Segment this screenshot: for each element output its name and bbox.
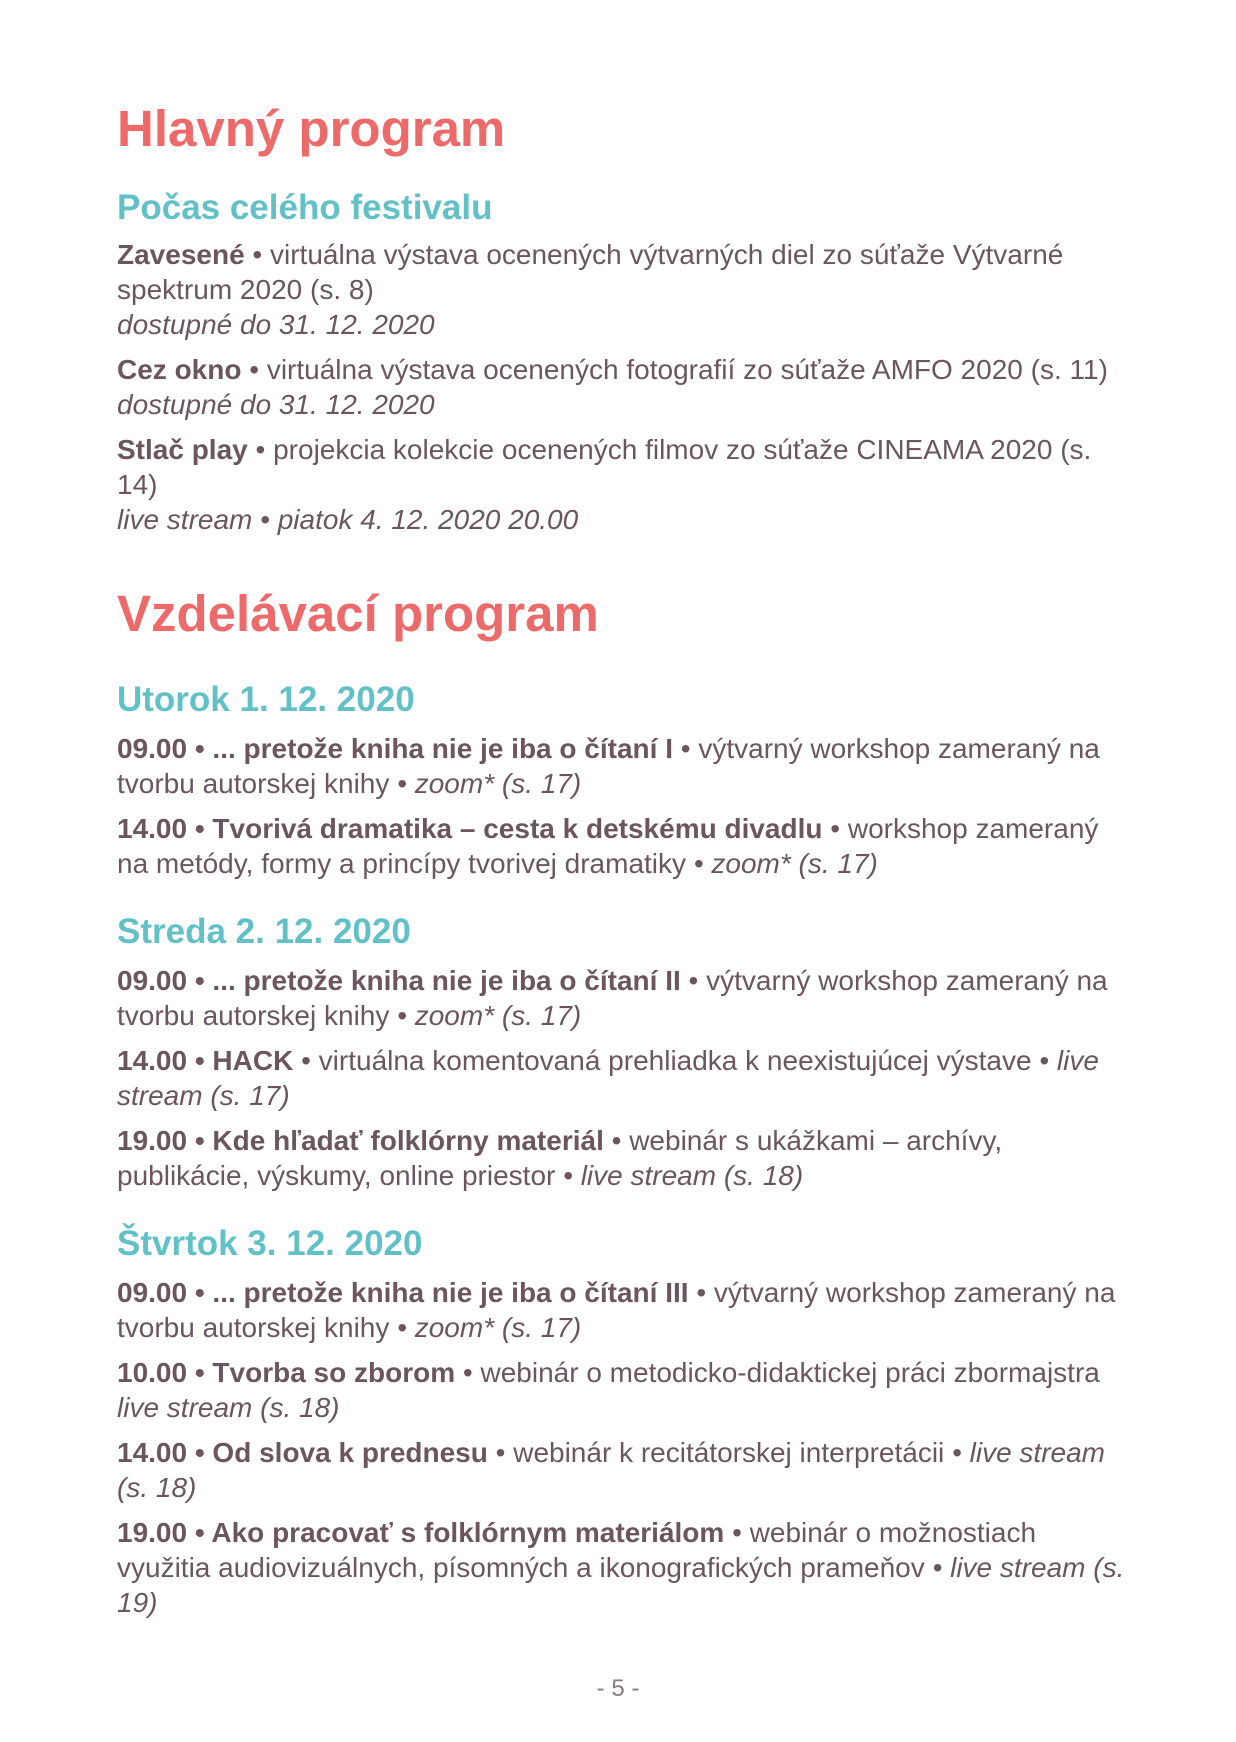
entry-title: 19.00 • Kde hľadať folklórny materiál xyxy=(117,1125,604,1157)
day-heading: Utorok 1. 12. 2020 xyxy=(117,680,415,720)
page-content xyxy=(117,100,1127,1650)
day-heading: Streda 2. 12. 2020 xyxy=(117,912,411,952)
section-main-program xyxy=(117,100,1127,537)
entry-note: dostupné do 31. 12. 2020 xyxy=(117,308,435,340)
entry-description: • výtvarný workshop zameraný na tvorbu autorskej knihy xyxy=(117,965,1108,1032)
entry-note: • zoom* (s. 17) xyxy=(389,1000,582,1032)
entry-title: 09.00 • ... pretože kniha nie je iba o čítaní I xyxy=(117,733,673,765)
entry-note: • zoom* (s. 17) xyxy=(389,1312,582,1344)
entry-note: live stream (s. 18) xyxy=(117,1392,340,1424)
entry-title: 09.00 • ... pretože kniha nie je iba o čítaní II xyxy=(117,965,681,997)
day-group xyxy=(117,1223,1127,1620)
entry-title: Zavesené xyxy=(117,238,245,270)
entry-description: • webinár o metodicko-didaktickej práci zbormajstra xyxy=(455,1357,1100,1389)
day-heading: Štvrtok 3. 12. 2020 xyxy=(117,1224,423,1264)
entry-note: • zoom* (s. 17) xyxy=(686,848,878,880)
entry-description: • webinár s ukážkami – archívy, publikácie, výskumy, online priestor xyxy=(117,1125,1003,1192)
entry-note: live stream • piatok 4. 12. 2020 20.00 xyxy=(117,503,579,535)
program-entry xyxy=(117,811,1127,881)
program-entry xyxy=(117,731,1127,801)
program-entry xyxy=(117,1355,1127,1425)
entry-description: • workshop zameraný na metódy, formy a princípy tvorivej dramatiky xyxy=(117,813,1099,880)
entry-note: • live stream (s. 18) xyxy=(555,1160,804,1192)
entry-description: • webinár k recitátorskej interpretácii xyxy=(487,1437,945,1469)
group-heading: Počas celého festivalu xyxy=(117,187,493,227)
entry-description: • výtvarný workshop zameraný na tvorbu autorskej knihy xyxy=(117,1277,1116,1344)
entry-title: Cez okno xyxy=(117,353,242,385)
entry-note: dostupné do 31. 12. 2020 xyxy=(117,388,435,420)
entry-note: • live stream (s. 19) xyxy=(117,1552,1125,1619)
program-entry xyxy=(117,1515,1127,1620)
entry-description: • virtuálna komentovaná prehliadka k neexistujúcej výstave xyxy=(293,1045,1032,1077)
group xyxy=(117,187,1127,537)
program-entry xyxy=(117,432,1127,537)
section-education-program xyxy=(117,585,1127,1621)
entry-title: 14.00 • Od slova k prednesu xyxy=(117,1437,488,1469)
entry-title: 10.00 • Tvorba so zborom xyxy=(117,1357,456,1389)
entry-title: 14.00 • Tvorivá dramatika – cesta k detskému divadlu xyxy=(117,813,823,845)
page-number: - 5 - xyxy=(596,1675,640,1702)
day-group xyxy=(117,911,1127,1193)
entry-title: 19.00 • Ako pracovať s folklórnym materiálom xyxy=(117,1517,725,1549)
section-title: Hlavný program xyxy=(117,100,506,157)
program-entry xyxy=(117,352,1127,422)
program-entry xyxy=(117,1275,1127,1345)
entry-title: Stlač play xyxy=(117,433,248,465)
program-entry xyxy=(117,1123,1127,1193)
entry-description: • webinár o možnostiach využitia audiovizuálnych, písomných a ikonografických prameňov xyxy=(117,1517,1037,1584)
entry-description: • výtvarný workshop zameraný na tvorbu autorskej knihy xyxy=(117,733,1100,800)
program-entry xyxy=(117,237,1127,342)
entry-title: 09.00 • ... pretože kniha nie je iba o čítaní III xyxy=(117,1277,689,1309)
entry-description: • virtuálna výstava ocenených fotografií zo súťaže AMFO 2020 (s. 11) xyxy=(241,353,1108,385)
program-entry xyxy=(117,1435,1127,1505)
entry-description: • virtuálna výstava ocenených výtvarných diel zo súťaže Výtvarné spektrum 2020 (s. 8) xyxy=(117,238,1064,305)
entry-note: • live stream (s. 18) xyxy=(117,1437,1106,1504)
program-entry xyxy=(117,1043,1127,1113)
section-title: Vzdelávací program xyxy=(117,584,599,642)
entry-description: • projekcia kolekcie ocenených filmov zo súťaže CINEAMA 2020 (s. 14) xyxy=(117,433,1092,500)
entry-title: 14.00 • HACK xyxy=(117,1045,294,1077)
program-entry xyxy=(117,963,1127,1033)
entry-note: • zoom* (s. 17) xyxy=(389,768,582,800)
day-group xyxy=(117,679,1127,881)
entry-note: • live stream (s. 17) xyxy=(117,1045,1099,1112)
